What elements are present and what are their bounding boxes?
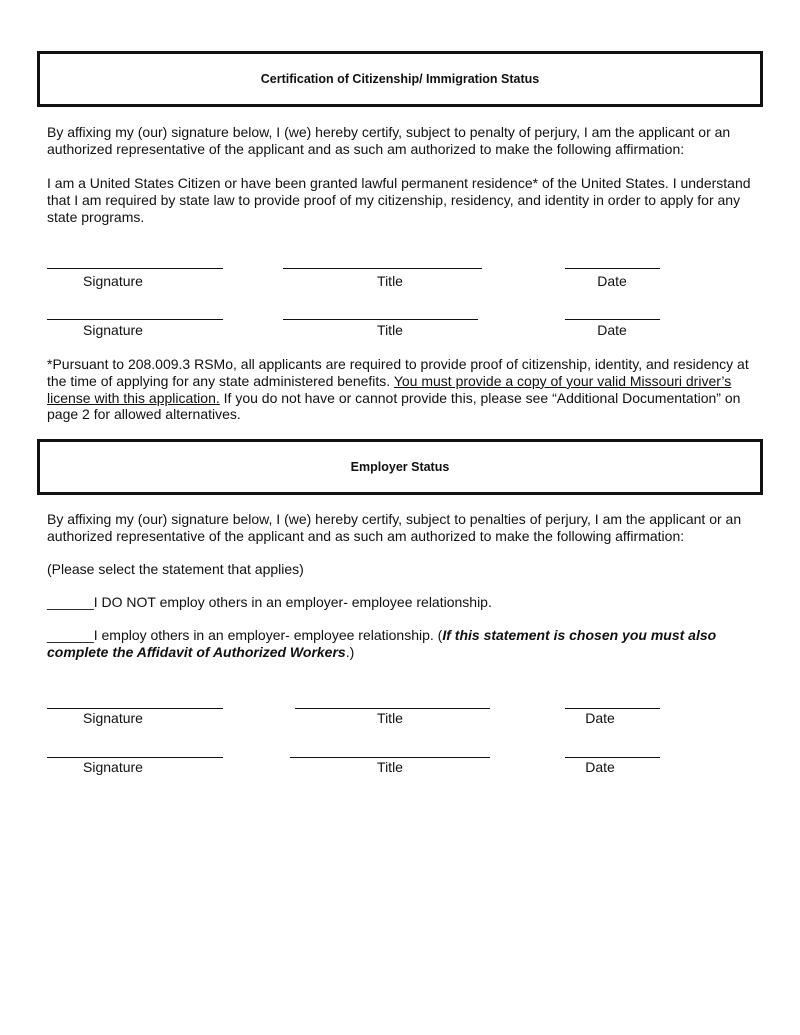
signature-line-3[interactable] [47, 708, 223, 709]
date-line-2[interactable] [565, 319, 660, 320]
footnote [47, 356, 767, 423]
footnote-text: *Pursuant to 208.009.3 RSMo, all applicants are required to provide proof of citizenship, identity, and residency at the time of applying for any state administered benefits. [47, 356, 749, 389]
date-label: Date [597, 322, 627, 338]
option-blank[interactable]: ______ [47, 594, 94, 610]
title-label: Title [377, 273, 403, 289]
title-label: Title [377, 710, 403, 726]
date-line-1[interactable] [565, 268, 660, 269]
citizenship-affirmation-text: By affixing my (our) signature below, I (we) hereby certify, subject to penalty of perjury, I am the applicant or an authorized representative of the applicant and as such am authorized to make the following affirmation: [47, 124, 731, 157]
date-label: Date [597, 273, 627, 289]
option-employs-others[interactable] [47, 627, 767, 661]
title-line-1[interactable] [283, 268, 482, 269]
signature-line-1[interactable] [47, 268, 223, 269]
footnote-text-end: If you do not have or cannot provide this, please see “Additional Documentation” on page 2 for allowed alternatives. [47, 389, 741, 423]
citizenship-section-header [37, 51, 763, 107]
title-label: Title [377, 322, 403, 338]
signature-label: Signature [83, 759, 143, 775]
signature-line-2[interactable] [47, 319, 223, 320]
employer-section-title: Employer Status [350, 460, 450, 474]
option-note-bold: If this statement is chosen you must also complete the Affidavit of Authorized Workers [47, 627, 717, 660]
signature-label: Signature [83, 710, 143, 726]
date-label: Date [585, 759, 615, 775]
option-text: I employ others in an employer- employee relationship. ( [93, 627, 443, 643]
instruction-text: (Please select the statement that applies) [47, 561, 304, 577]
date-label: Date [585, 710, 615, 726]
signature-label: Signature [83, 322, 143, 338]
title-line-3[interactable] [295, 708, 490, 709]
footnote-underlined-text: You must provide a copy of your valid Missouri driver’s license with this application. [47, 372, 732, 406]
option-blank[interactable]: ______ [47, 627, 94, 643]
citizenship-section-title: Certification of Citizenship/ Immigration Status [260, 72, 540, 86]
option-text: I DO NOT employ others in an employer- employee relationship. [93, 594, 492, 610]
title-line-2[interactable] [283, 319, 478, 320]
signature-line-4[interactable] [47, 757, 223, 758]
option-no-employees[interactable] [47, 594, 767, 611]
option-text-end: .) [345, 643, 355, 660]
date-line-4[interactable] [565, 757, 660, 758]
title-line-4[interactable] [290, 757, 490, 758]
date-line-3[interactable] [565, 708, 660, 709]
employer-affirmation-text: By affixing my (our) signature below, I (we) hereby certify, subject to penalties of perjury, I am the applicant or an authorized representative of the applicant and as such am authorized to make the following affirmation: [47, 511, 742, 544]
employer-section-header [37, 439, 763, 495]
title-label: Title [377, 759, 403, 775]
citizenship-statement-text: I am a United States Citizen or have been granted lawful permanent residence* of the United States. I understand that I am required by state law to provide proof of my citizenship, residency, and identity in order to apply for any state programs. [47, 175, 751, 225]
signature-label: Signature [83, 273, 143, 289]
